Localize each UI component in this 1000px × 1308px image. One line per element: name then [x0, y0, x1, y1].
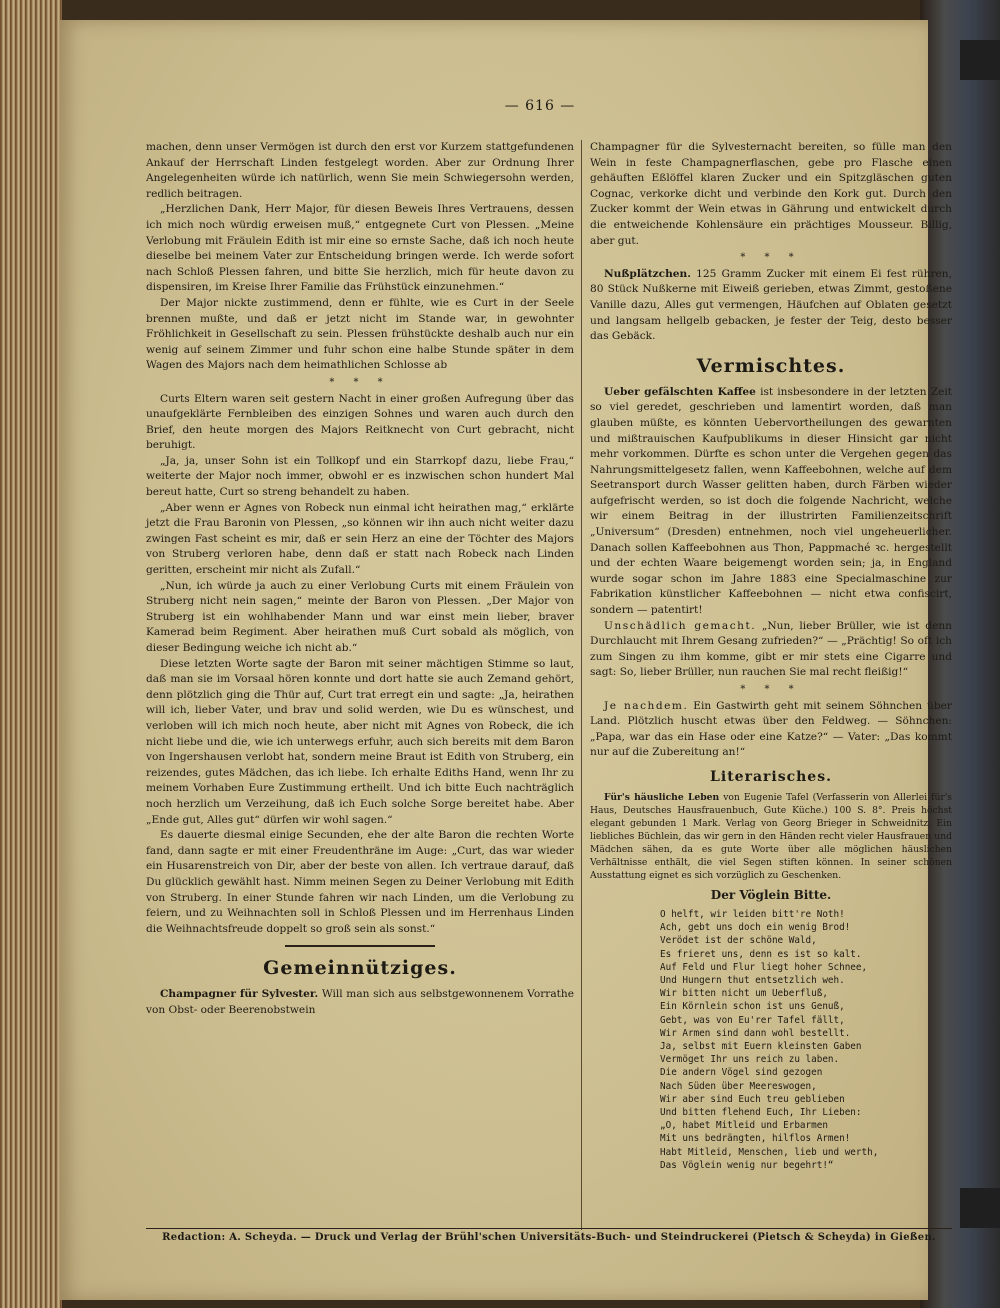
poem-line: Mit uns bedrängten, hilflos Armen!: [660, 1133, 851, 1145]
poem-line: Habt Mitleid, Menschen, lieb und werth,: [660, 1146, 879, 1158]
paragraph: Diese letzten Worte sagte der Baron mit seiner mächtigen Stimme so laut, daß man sie im Vorsaal hören konnte und dort hatte sie auch Zemand gehört, denn plötzlich ging die Thür auf, Curt trat erregt ein und sagte: „Ja, heirathen will ich, lieber Vater, und brav und solid werden, wie Du es wünschest, und verloben will ich mich noch heute, aber nicht mit Agnes von Robeck, die ich nicht liebe und die, wie ich unterwegs erfuhr, auch sich bereits mit dem Baron von Ingershausen verlobt hat, sondern meine Braut ist Edith von Struberg, ein reizendes, gutes Mädchen, das ich liebe. Ich erhalte Ediths Hand, wenn Ihr zu meinem Vorhaben Eure Zustimmung ertheilt. Und ich bitte Euch nachträglich noch herzlich um Verzeihung, daß ich Euch solche Sorge bereitet habe. Aber „Ende gut, Alles gut“ dürfen wir wohl sagen.“: [146, 657, 574, 826]
poem-line: Nach Süden über Meereswogen,: [660, 1080, 817, 1092]
poem-line: Das Vöglein wenig nur begehrt!“: [660, 1159, 834, 1171]
heading-gemeinnuetziges: Gemeinnütziges.: [263, 957, 457, 980]
paragraph: Curts Eltern waren seit gestern Nacht in einer großen Aufregung über das unaufgeklärte Fernbleiben des einzigen Sohnes und waren auch durch den Brief, den heute morgen des Majors Reitknecht von Curt gebracht, nicht beruhigt.: [146, 392, 574, 452]
book-corner-top: [960, 40, 1000, 80]
right-column: [590, 140, 952, 1172]
footer-rule: [146, 1228, 952, 1229]
section-stars: * * *: [740, 684, 802, 695]
book-title: Für's häusliche Leben: [604, 791, 720, 803]
page-number: — 616 —: [504, 98, 576, 114]
poem-line: Wir aber sind Euch treu geblieben: [660, 1093, 845, 1105]
book-corner-bottom: [960, 1188, 1000, 1228]
paragraph: Es dauerte diesmal einige Secunden, ehe der alte Baron die rechten Worte fand, dann sagte er mit einer Freudenthräne im Auge: „Curt, das war wieder ein Husarenstreich von Dir, aber der beste von allen. Ich vertraue darauf, daß Du glücklich gewählt hast. Nimm meinen Segen zu Deiner Verlobung mit Edith von Struberg. In einer Stunde fahren wir nach Linden, um die Verlobung zu feiern, und zu Weihnachten soll in Schloß Plessen und im Herrenhaus Linden die Weihnachtsfreude doppelt so groß sein als sonst.“: [146, 829, 574, 935]
article-text: „Nun, lieber Brüller, wie ist denn Durchlaucht mit Ihrem Gesang zufrieden?“ — „Prächtig! So oft ich zum Singen zu ihm komme, gibt er mir stets eine Cigarre und sagt: So, lieber Brüller, nun rauchen Sie mal recht fleißig!“: [590, 619, 952, 679]
paragraph: machen, denn unser Vermögen ist durch den erst vor Kurzem stattgefundenen Ankauf der Herrschaft Linden festgelegt worden. Aber zur Ordnung Ihrer Angelegenheiten würde ich natürlich, wenn Sie mein Schwiegersohn werden, redlich beitragen.: [146, 141, 574, 200]
article-title: Je nachdem.: [604, 699, 689, 712]
imprint-footer: Redaction: A. Scheyda. — Druck und Verlag der Brühl'schen Universitäts-Buch- und Steindruckerei (Pietsch & Scheyda) in Gießen.: [162, 1232, 936, 1243]
column-divider: [581, 140, 582, 1230]
poem-line: „O, habet Mitleid und Erbarmen: [660, 1120, 828, 1132]
article-text: Ein Gastwirth geht mit seinem Söhnchen über Land. Plötzlich huscht etwas über den Feldweg. — Söhnchen: „Papa, war das ein Hase oder eine Katze?“ — Vater: „Das kommt nur auf die Zubereitung an!“: [590, 699, 952, 759]
paragraph: Der Major nickte zustimmend, denn er fühlte, wie es Curt in der Seele brennen mußte, und daß er jetzt nicht im Stande war, in gewohnter Fröhlichkeit in Gesellschaft zu sein. Plessen frühstückte deshalb auch nur ein wenig auf seinem Zimmer und fuhr schon eine halbe Stunde später in dem Wagen des Majors nach dem heimathlichen Schlosse ab: [146, 296, 574, 372]
article-title: Unschädlich gemacht.: [604, 619, 757, 632]
heading-vermischtes: Vermischtes.: [696, 354, 846, 377]
book-review: von Eugenie Tafel (Verfasserin von Allerlei für's Haus, Deutsches Hausfrauenbuch, Gute Küche.) 100 S. 8°. Preis höchst elegant gebunden 1 Mark. Verlag von Georg Brieger in Schweidnitz. Ein liebliches Büchlein, das wir gern in den Händen recht vieler Hausfrauen und Mädchen sähen, da es gute Worte über alle möglichen häuslichen Verhältnisse enthält, die viel Segen stiften können. In seiner schönen Ausstattung eignet es sich vorzüglich zu Geschenken.: [590, 791, 953, 881]
paragraph: „Nun, ich würde ja auch zu einer Verlobung Curts mit einem Fräulein von Struberg nicht nein sagen,“ meinte der Baron von Plessen. „Der Major von Struberg ist ein wohlhabender Mann und war einst mein lieber, braver Kamerad beim Regiment. Aber heirathen muß Curt sobald als möglich, von dieser Bedingung weiche ich nicht ab.“: [146, 579, 574, 654]
heading-literarisches: Literarisches.: [710, 768, 832, 785]
article-text: ist insbesondere in der letzten Zeit so viel geredet, geschrieben und lamentirt worden, daß man glauben müßte, es könnten Uebervortheilungen des gewarnten und mißtrauischen Kaufpublikums in dieser Hinsicht gar nicht mehr vorkommen. Dürfte es schon unter die Vergehen gegen das Nahrungsmittelgesetz fallen, wenn Kaffeebohnen, welche auf dem Seetransport durch Wasser gelitten haben, durch Färben wieder aufgefrischt werden, so ist doch die folgende Nachricht, welche wir einem Beitrag in der illustrirten Familienzeitschrift „Universum“ (Dresden) entnehmen, noch viel ungeheuerlicher. Danach sollen Kaffeebohnen aus Thon, Pappmaché ꝛc. hergestellt und der echten Waare beigemengt worden sein; ja, in England wurde sogar schon im Jahre 1883 eine Specialmaschine zur Fabrikation künstlicher Kaffeebohnen — nicht etwa confiscirt, sondern — patentirt!: [590, 385, 952, 617]
poem-line: Ach, gebt uns doch ein wenig Brod!: [660, 922, 851, 934]
poem-line: Ja, selbst mit Euern kleinsten Gaben: [660, 1041, 862, 1052]
paragraph: „Ja, ja, unser Sohn ist ein Tollkopf und ein Starrkopf dazu, liebe Frau,“ weiterte der Major noch immer, obwohl er es inzwischen schon hundert Mal bereut hatte, Curt so streng behandelt zu haben.: [146, 454, 574, 499]
paragraph: „Herzlichen Dank, Herr Major, für diesen Beweis Ihres Vertrauens, dessen ich mich noch würdig erweisen muß,“ entgegnete Curt von Plessen. „Meine Verlobung mit Fräulein Edith ist mir eine so ernste Sache, daß ich noch heute dieselbe bei meinem Vater zur Entscheidung bringen werde. Ich werde sofort nach Schloß Plessen fahren, und bitte Sie herzlich, mich für heute davon zu dispensiren, im Kreise Ihrer Familie das Frühstück einzunehmen.“: [146, 203, 574, 294]
article-title: Champagner für Sylvester.: [160, 988, 319, 1001]
poem-line: Vermöget Ihr uns reich zu laben.: [660, 1054, 840, 1066]
poem-line: Ein Körnlein schon ist uns Genuß,: [660, 1001, 845, 1013]
article-title: Ueber gefälschten Kaffee: [604, 385, 756, 398]
left-column: [146, 140, 574, 1018]
newspaper-page: [60, 20, 953, 1300]
poem-line: Wir bitten nicht um Ueberfluß,: [660, 988, 828, 1000]
paragraph: Champagner für die Sylvesternacht bereiten, so fülle man den Wein in feste Champagnerflaschen, gebe pro Flasche einen gehäuften Eßlöffel klaren Zucker und ein Spitzgläschen guten Cognac, verkorke dicht und verbinde den Kork gut. Durch den Zucker kommt der Wein etwas in Gährung und entwickelt durch die entweichende Kohlensäure ein prächtiges Mousseur. Billig, aber gut.: [590, 141, 952, 247]
book-left-edge: [0, 0, 62, 1308]
poem-line: Gebt, was von Eu'rer Tafel fällt,: [660, 1014, 845, 1026]
poem-line: Die andern Vögel sind gezogen: [660, 1067, 823, 1079]
poem-line: O helft, wir leiden bitt're Noth!: [660, 908, 845, 920]
article-text: Will man sich aus selbstgewonnenem Vorrathe von Obst- oder Beerenobstwein: [146, 988, 575, 1016]
poem-line: Wir Armen sind dann wohl bestellt.: [660, 1027, 851, 1039]
section-stars: * * *: [740, 252, 802, 264]
poem-line: Und Hungern thut entsetzlich weh.: [660, 974, 845, 986]
poem: [660, 908, 952, 1172]
article-text: 125 Gramm Zucker mit einem Ei fest rühren, 80 Stück Nußkerne mit Eiweiß gerieben, etwas Zimmt, gestoßene Vanille dazu, Alles gut vermengen, Häufchen auf Oblaten gesetzt und langsam hellgelb gebacken, je fester der Teig, desto besser das Gebäck.: [590, 267, 952, 343]
poem-title: Der Vöglein Bitte.: [710, 887, 832, 902]
article-title: Nußplätzchen.: [604, 267, 691, 280]
section-rule: [285, 945, 435, 947]
poem-line: Es frieret uns, denn es ist so kalt.: [660, 948, 862, 960]
paragraph: „Aber wenn er Agnes von Robeck nun einmal icht heirathen mag,“ erklärte jetzt die Frau Baronin von Plessen, „so können wir ihn auch nicht weiter dazu zwingen Fast scheint es mir, daß er sein Herz an eine der Töchter des Majors von Struberg verloren habe, denn daß er statt nach Robeck nach Linden geritten, erscheint mir nicht als Zufall.“: [146, 501, 574, 577]
section-stars: * * *: [329, 376, 391, 388]
poem-line: Verödet ist der schöne Wald,: [660, 935, 817, 947]
poem-line: Und bitten flehend Euch, Ihr Lieben:: [660, 1107, 862, 1119]
poem-line: Auf Feld und Flur liegt hoher Schnee,: [660, 961, 868, 973]
